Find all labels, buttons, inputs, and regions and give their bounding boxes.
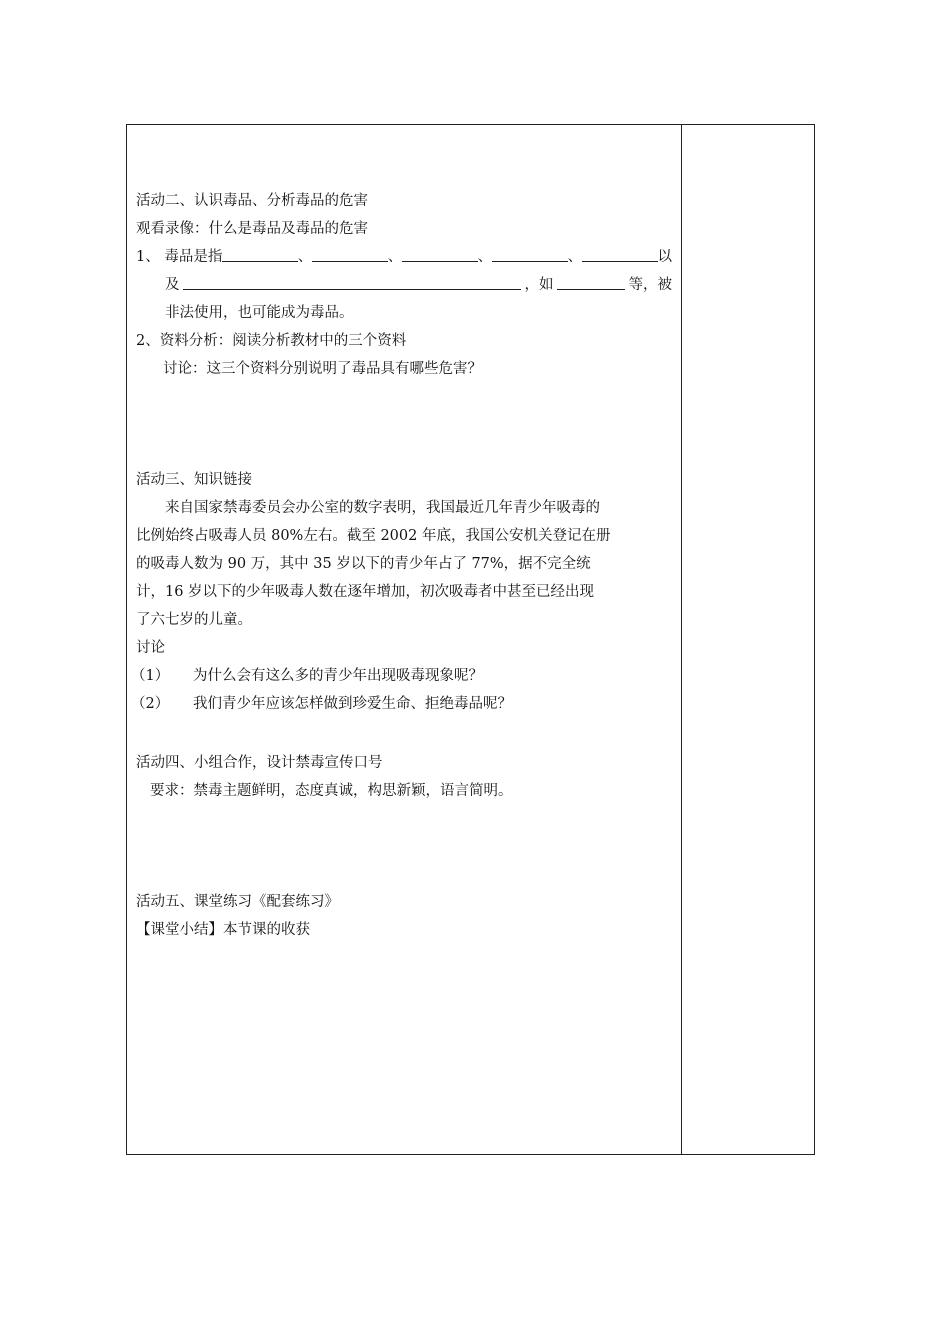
activity5-title: 活动五、课堂练习《配套练习》 xyxy=(136,894,339,910)
q2: 2、资料分析：阅读分析教材中的三个资料 xyxy=(136,333,407,349)
question-text: 我们青少年应该怎样做到珍爱生命、拒绝毒品呢？ xyxy=(193,696,512,712)
notes-column xyxy=(682,125,814,1154)
q1-line2 xyxy=(165,275,672,295)
sep: 、 xyxy=(477,249,493,265)
sep: 、 xyxy=(567,249,583,265)
lesson-table xyxy=(126,124,815,1155)
blank-6 xyxy=(183,275,521,290)
q1-lead: 1、 毒品是指 xyxy=(136,249,223,265)
blank-3 xyxy=(402,247,477,262)
activity4-requirement: 要求：禁毒主题鲜明，态度真诚，构思新颖，语言简明。 xyxy=(150,783,513,799)
activity2-discussion: 讨论：这三个资料分别说明了毒品具有哪些危害？ xyxy=(163,361,482,377)
blank-2 xyxy=(312,247,387,262)
blank-7 xyxy=(557,275,625,290)
question-number: （1） xyxy=(131,668,170,684)
summary-title: 【课堂小结】本节课的收获 xyxy=(136,922,310,938)
activity2-title: 活动二、认识毒品、分析毒品的危害 xyxy=(136,193,368,209)
sep: 、 xyxy=(387,249,403,265)
q1-line1 xyxy=(136,247,672,267)
q1-such-as: ，如 xyxy=(524,277,554,293)
paragraph-line: 来自国家禁毒委员会办公室的数字表明，我国最近几年青少年吸毒的 xyxy=(165,500,600,516)
paragraph-line: 计，16 岁以下的少年吸毒人数在逐年增加，初次吸毒者中甚至已经出现 xyxy=(136,584,595,600)
sep: 、 xyxy=(297,249,313,265)
activity3-title: 活动三、知识链接 xyxy=(136,472,252,488)
activity4-title: 活动四、小组合作，设计禁毒宣传口号 xyxy=(136,755,383,771)
activity3-discussion-label: 讨论 xyxy=(136,640,165,656)
paragraph-line: 比例始终占吸毒人员 80%左右。截至 2002 年底，我国公安机关登记在册 xyxy=(136,528,611,544)
question-text: 为什么会有这么多的青少年出现吸毒现象呢？ xyxy=(193,668,483,684)
blank-1 xyxy=(222,247,297,262)
activity2-video: 观看录像：什么是毒品及毒品的危害 xyxy=(136,221,368,237)
q1-line3: 非法使用，也可能成为毒品。 xyxy=(165,305,354,321)
q1-line2-lead: 及 xyxy=(165,277,180,293)
paragraph-line: 了六七岁的儿童。 xyxy=(136,612,252,628)
blank-4 xyxy=(492,247,567,262)
blank-5 xyxy=(582,247,657,262)
question-number: （2） xyxy=(131,696,170,712)
q1-tail: 以 xyxy=(657,249,673,265)
q1-line2-end: 等，被 xyxy=(628,277,672,293)
paragraph-line: 的吸毒人数为 90 万，其中 35 岁以下的青少年占了 77%，据不完全统 xyxy=(136,556,591,572)
